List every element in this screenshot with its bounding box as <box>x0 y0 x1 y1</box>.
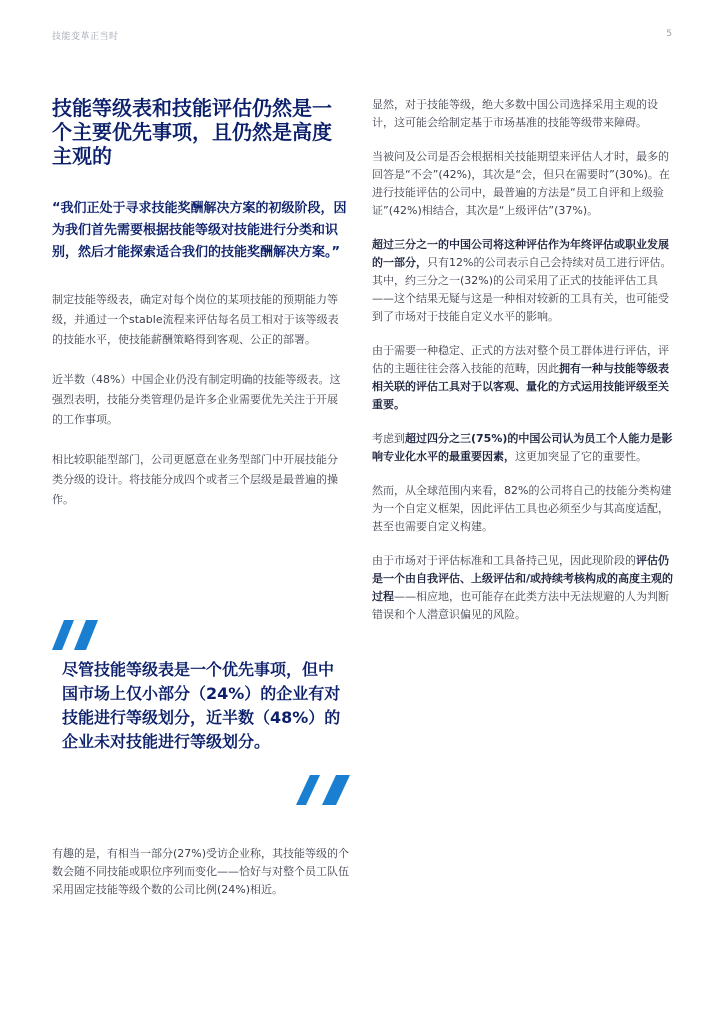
right-paragraph-2: 当被问及公司是否会根据相关技能期望来评估人才时，最多的回答是“不会”(42%)，其次是“会，但只在需要时”(30%)。在进行技能评估的公司中，最普遍的方法是“员工自评和上级验证”(42%)相结合，其次是“上级评估”(37%)。 <box>372 150 670 217</box>
page-number: 5 <box>666 29 672 39</box>
right-paragraph-5 <box>372 430 675 466</box>
right-paragraph-7-pre: 由于市场对于评估标准和工具备持己见，因此现阶段的 <box>372 554 636 567</box>
right-paragraph-3 <box>372 236 675 326</box>
section-heading: 技能等级表和技能评估仍然是一个主要优先事项，且仍然是高度主观的 <box>52 96 332 168</box>
footer-paragraph: 有趣的是，有相当一部分(27%)受访企业称，其技能等级的个数会随不同技能或职位序列而变化——恰好与对整个员工队伍采用固定技能等级个数的公司比例(24%)相近。 <box>52 847 350 896</box>
left-paragraph-1: 制定技能等级表，确定对每个岗位的某项技能的预期能力等级，并通过一个stable流程来评估每名员工相对于该等级表的技能水平，使技能薪酬策略得到客观、公正的部署。 <box>52 293 339 346</box>
running-header: 技能变革正当时 <box>52 32 119 42</box>
pull-quote: “我们正处于寻求技能奖酬解决方案的初级阶段，因为我们首先需要根据技能等级对技能进行分类和识别，然后才能探索适合我们的技能奖酬解决方案。” <box>52 201 347 260</box>
left-paragraph-3: 相比较职能型部门，公司更愿意在业务型部门中开展技能分类分级的设计。将技能分成四个或者三个层级是最普遍的操作。 <box>52 453 338 506</box>
right-paragraph-4-bold: 拥有一种与技能等级表相关联的评估工具对于以客观、量化的方式运用技能评级至关重要。 <box>372 362 669 411</box>
right-paragraph-7 <box>372 552 675 624</box>
right-paragraph-5-rest: 这更加突显了它的重要性。 <box>515 450 647 463</box>
right-paragraph-5-bold: 超过四分之三(75%)的中国公司认为员工个人能力是影响专业化水平的最重要因素， <box>372 432 673 463</box>
right-paragraph-4 <box>372 342 675 414</box>
callout-text: 尽管技能等级表是一个优先事项，但中国市场上仅小部分（24%）的企业有对技能进行等级划分，近半数（48%）的企业未对技能进行等级划分。 <box>62 660 341 751</box>
left-paragraph-2: 近半数（48%）中国企业仍没有制定明确的技能等级表。这强烈表明，技能分类管理仍是许多企业需要优先关注于开展的工作事项。 <box>52 373 341 426</box>
right-paragraph-3-rest: 只有12%的公司表示自己会持续对员工进行评估。其中，约三分之一(32%)的公司采用了正式的技能评估工具——这个结果无疑与这是一种相对较新的工具有关，也可能受到了市场对于技能自定义水平的影响。 <box>372 256 672 323</box>
right-paragraph-4-rest: 由于需要一种稳定、正式的方法对整个员工群体进行评估，评估的主题往往会落入技能的范畴，因此 <box>372 344 669 375</box>
quote-mark-close-icon <box>296 775 352 805</box>
left-column <box>52 96 347 530</box>
right-paragraph-7-bold: 评估仍是一个由自我评估、上级评估和/或持续考核构成的高度主观的过程 <box>372 554 674 603</box>
right-paragraph-6: 然而，从全球范围内来看，82%的公司将自己的技能分类构建为一个自定义框架，因此评估工具也必须至少与其高度适配，甚至也需要自定义构建。 <box>372 484 672 533</box>
right-column <box>372 96 675 640</box>
right-paragraph-7-rest: ——相应地，也可能存在此类方法中无法规避的人为判断错误和个人潜意识偏见的风险。 <box>372 590 669 621</box>
right-paragraph-5-pre: 考虑到 <box>372 432 405 445</box>
quote-mark-open-icon <box>52 620 100 650</box>
right-paragraph-1: 显然，对于技能等级，绝大多数中国公司选择采用主观的设计，这可能会给制定基于市场基准的技能等级带来障碍。 <box>372 98 658 129</box>
callout-box <box>52 620 352 805</box>
right-paragraph-3-bold: 超过三分之一的中国公司将这种评估作为年终评估或职业发展的一部分， <box>372 238 669 269</box>
